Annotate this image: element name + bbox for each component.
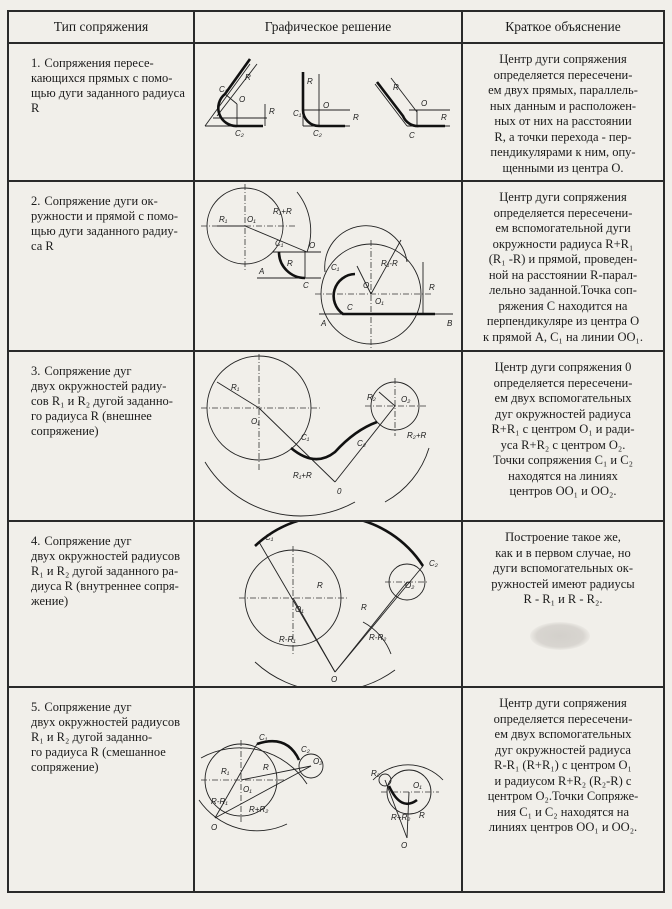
- header-graphic: Графическое решение: [194, 11, 462, 43]
- label-b: B: [447, 319, 453, 328]
- label-c: C: [347, 303, 353, 312]
- label-r-minus-r1: R-R₁: [211, 797, 228, 806]
- row-2-explanation: Центр дуги сопряжения определяется пересечени- ем вспомогательной дуги окружности радиуса R+R₁ (R₁ -R) и прямой, проведен- ной на расстоянии R-парал- лельно заданной.Точка соп- ряжения C находится на перпендикуляре из центра O к прямой A, C₁ на линии OO₁.: [462, 181, 664, 351]
- row-3-type: [8, 351, 194, 521]
- label-r2: R₂: [367, 393, 376, 402]
- table-row: [8, 687, 664, 892]
- row-2-type: [8, 181, 194, 351]
- label-r-minus-r1: R-R₁: [279, 635, 296, 644]
- table-row: [8, 351, 664, 521]
- label-r: R: [263, 763, 269, 772]
- label-c1: C₁: [265, 533, 274, 542]
- label-o1: O₁: [243, 785, 252, 794]
- label-c1: C₁: [301, 433, 310, 442]
- conjugation-table: [7, 10, 665, 893]
- label-o: O: [309, 241, 316, 250]
- label-o: O: [239, 95, 246, 104]
- header-row: [8, 11, 664, 43]
- label-r: R: [269, 107, 275, 116]
- label-r: R: [245, 73, 251, 82]
- row-number: 2.: [31, 194, 41, 208]
- row-type-text: Сопряжение дуги ок- ружности и прямой с помо- щью дуги заданного радиу- са R: [31, 194, 179, 253]
- paper-stain: [530, 622, 590, 650]
- label-o: O: [363, 281, 370, 290]
- label-o2: O₂: [313, 757, 323, 766]
- label-o2: O₂: [405, 581, 415, 590]
- label-o: O: [331, 675, 338, 684]
- row-type-text: Сопряжение дуг двух окружностей радиу- сов R₁ и R₂ дугой заданно- го радиуса R (внешнее сопряжение): [31, 364, 173, 438]
- row-number: 3.: [31, 364, 41, 378]
- diagram-mixed-conjugation: [195, 688, 461, 891]
- row-3-graphic: [194, 351, 462, 521]
- row-1-graphic: [194, 43, 462, 181]
- label-c1: C₁: [275, 239, 284, 248]
- label-r: R: [419, 811, 425, 820]
- row-2-graphic: [194, 181, 462, 351]
- row-1-explanation: Центр дуги сопряжения определяется пересечени- ем двух прямых, параллель- ных данным и расположен- ных от них на расстоянии R, а точки перехода - пер- пендикулярами к ним, опу- щенными из центра O.: [462, 43, 664, 181]
- table-row: [8, 43, 664, 181]
- label-o1: O₁: [251, 417, 260, 426]
- diagram-external-conjugation: [195, 352, 461, 520]
- label-r: R: [317, 581, 323, 590]
- label-c2: C₂: [429, 559, 438, 568]
- row-number: 4.: [31, 534, 41, 548]
- label-c2: C₂: [313, 129, 322, 138]
- label-r: R: [441, 113, 447, 122]
- label-r-minus-r2: R-R₂: [369, 633, 387, 642]
- row-type-text: Сопряжение дуг двух окружностей радиусов R₁ и R₂ дугой заданного ра- диуса R (внутреннее сопря- жение): [31, 534, 181, 608]
- row-4-graphic: [194, 521, 462, 687]
- header-type: Тип сопряжения: [8, 11, 194, 43]
- label-c1: C₁: [293, 109, 302, 118]
- label-c: C: [303, 281, 309, 290]
- label-r-plus-r1: R₁+R: [273, 207, 292, 216]
- table-row: [8, 181, 664, 351]
- diagram-intersecting-lines: [195, 44, 461, 180]
- label-o: O: [323, 101, 330, 110]
- label-o2: O₂: [401, 395, 411, 404]
- label-o: O: [211, 823, 218, 832]
- diagram-internal-conjugation: [195, 522, 461, 686]
- label-r1: R₁: [221, 767, 230, 776]
- row-4-type: [8, 521, 194, 687]
- row-4-explanation: Построение такое же, как и в первом случае, но дуги вспомогательных ок- ружностей имеют радиусы R - R₁ и R - R₂.: [462, 521, 664, 687]
- label-o: O: [401, 841, 408, 850]
- label-r: R: [393, 83, 399, 92]
- row-1-type: [8, 43, 194, 181]
- label-o1: O₁: [375, 297, 384, 306]
- label-c1: C₁: [219, 85, 228, 94]
- label-r: R: [353, 113, 359, 122]
- row-number: 5.: [31, 700, 41, 714]
- table-row: [8, 521, 664, 687]
- label-r: R: [287, 259, 293, 268]
- row-type-text: Сопряжение дуг двух окружностей радиусов R₁ и R₂ дугой заданно- го радиуса R (смешанное сопряжение): [31, 700, 181, 774]
- label-a: A: [321, 319, 327, 328]
- label-r: R: [361, 603, 367, 612]
- row-5-explanation: Центр дуги сопряжения определяется пересечени- ем двух вспомогательных дуг окружностей радиуса R-R₁ (R+R₁) с центром O₁ и радиусом R+R₂ (R₂-R) с центром O₂.Точки Сопряже- ния C₁ и C₂ находятся на линиях центров OO₁ и OO₂.: [462, 687, 664, 892]
- row-5-graphic: [194, 687, 462, 892]
- label-r-plus-r2: R+R₂: [391, 813, 411, 822]
- label-r1-minus-r: R₁-R: [381, 259, 398, 268]
- row-type-text: Сопряжения пересе- кающихся прямых с помо- щью дуги заданного радиуса R: [31, 56, 185, 115]
- label-c2: C₂: [357, 439, 366, 448]
- label-r: R: [429, 283, 435, 292]
- row-number: 1.: [31, 56, 41, 70]
- label-o1: O₁: [295, 605, 304, 614]
- label-c1: C₁: [331, 263, 340, 272]
- label-o1: O₁: [413, 781, 422, 790]
- label-c2: C₂: [301, 745, 310, 754]
- label-o: O: [421, 99, 428, 108]
- label-zero: 0: [337, 487, 342, 496]
- row-5-type: [8, 687, 194, 892]
- label-r2: R₂: [371, 769, 380, 778]
- label-r-plus-r2: R+R₂: [249, 805, 269, 814]
- label-a: A: [259, 267, 265, 276]
- label-c1: C₁: [259, 733, 268, 742]
- label-c2: C₂: [235, 129, 244, 138]
- label-r1: R₁: [219, 215, 228, 224]
- label-c: C: [409, 131, 415, 140]
- label-r1-plus-r: R₁+R: [293, 471, 312, 480]
- label-r2-plus-r: R₂+R: [407, 431, 427, 440]
- diagram-arc-and-line: [195, 182, 461, 350]
- label-r: R: [307, 77, 313, 86]
- label-o1: O₁: [247, 215, 256, 224]
- row-3-explanation: Центр дуги сопряжения 0 определяется пересечени- ем двух вспомогательных дуг окружностей радиуса R+R₁ с центром O₁ и ради- уса R+R₂ с центром O₂. Точки сопряжения C₁ и C₂ находятся на линиях центров OO₁ и OO₂.: [462, 351, 664, 521]
- label-r1: R₁: [231, 383, 240, 392]
- header-explanation: Краткое объяснение: [462, 11, 664, 43]
